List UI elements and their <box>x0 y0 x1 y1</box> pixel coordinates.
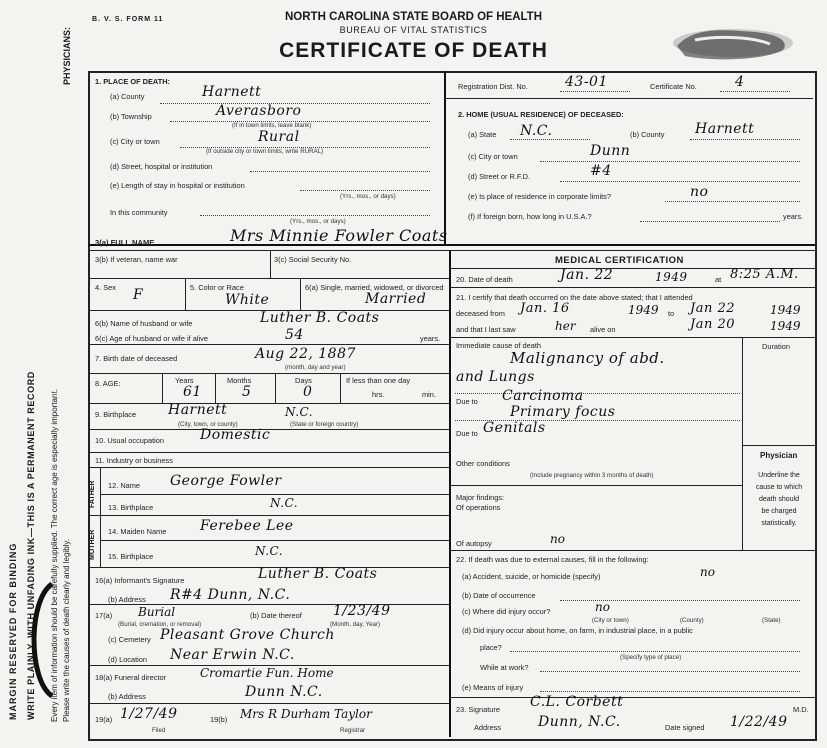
injury-where-value: no <box>595 600 610 614</box>
cemetery-location-label: (d) Location <box>108 655 148 664</box>
physician-note-line: be charged <box>761 508 797 515</box>
external-causes-heading: 22. If death was due to external causes, fill in the following: <box>456 555 649 564</box>
injury-state-note: (State) <box>762 617 781 624</box>
rule <box>215 373 216 403</box>
cause-1-value: Malignancy of abd. <box>510 349 665 367</box>
injury-place-note: (Specify type of place) <box>620 654 682 661</box>
section-divider-1 <box>88 244 815 246</box>
rule <box>720 91 790 92</box>
certificate-no-value: 4 <box>735 74 745 90</box>
birth-date-value: Aug 22, 1887 <box>255 346 356 362</box>
cemetery-location-value: Near Erwin N.C. <box>170 647 295 663</box>
medical-heading: MEDICAL CERTIFICATION <box>555 255 684 266</box>
autopsy-value: no <box>550 532 565 546</box>
physician-box-note <box>745 470 813 530</box>
rule <box>300 190 430 191</box>
top-divider <box>444 71 446 244</box>
document-title: CERTIFICATE OF DEATH <box>279 39 548 62</box>
certificate-no-label: Certificate No. <box>650 82 697 91</box>
physician-address-label: Address <box>474 723 502 732</box>
rule <box>449 485 742 486</box>
physician-note-line: cause to which <box>755 484 803 491</box>
last-seen-pronoun: her <box>555 319 576 333</box>
physician-address-value: Dunn, N.C. <box>538 714 621 730</box>
rule <box>742 337 743 445</box>
res-street-value: #4 <box>590 163 612 179</box>
physician-note-line: Underline the <box>758 472 800 479</box>
injury-place-label: place? <box>480 643 502 652</box>
res-street-label: (d) Street or R.F.D. <box>468 172 531 181</box>
age-months-value: 5 <box>242 384 252 400</box>
rule <box>88 403 449 404</box>
res-limits-label: (e) Is place of residence in corporate limits? <box>468 192 611 201</box>
spouse-name-label: 6(b) Name of husband or wife <box>95 319 193 328</box>
immediate-cause-label: Immediate cause of death <box>456 341 542 350</box>
cause-2-value: Carcinoma <box>502 388 584 404</box>
rule <box>510 139 590 140</box>
res-foreign-label: (f) If foreign born, how long in U.S.A.? <box>468 212 592 221</box>
birthplace-note-city: (City, town, or county) <box>178 421 238 428</box>
res-foreign-unit: years. <box>783 212 804 221</box>
physician-box-heading: Physician <box>760 451 798 460</box>
rule <box>665 201 800 202</box>
rule <box>540 691 800 692</box>
margin-reserved-text: MARGIN RESERVED FOR BINDING <box>8 542 18 720</box>
under-day-label: If less than one day <box>346 376 411 385</box>
death-date-label: 20. Date of death <box>456 275 513 284</box>
physician-sig-label: 23. Signature <box>456 705 500 714</box>
death-street-label: (d) Street, hospital or institution <box>110 162 213 171</box>
death-at-label: at <box>715 275 722 284</box>
rule <box>340 373 341 403</box>
informant-sig-value: Luther B. Coats <box>258 566 378 582</box>
mother-name-value: Ferebee Lee <box>200 518 294 534</box>
rule <box>275 373 276 403</box>
rule <box>270 250 271 278</box>
community-label: In this community <box>110 208 168 217</box>
registration-dist-value: 43-01 <box>565 74 608 90</box>
rule <box>100 467 101 567</box>
write-plainly-text: WRITE PLAINLY, WITH UNFADING INK—THIS IS A PERMANENT RECORD <box>26 371 36 720</box>
burial-note: (Burial, cremation, or removal) <box>118 621 202 628</box>
injury-county-note: (County) <box>680 617 704 624</box>
rule <box>510 651 800 652</box>
rule <box>690 139 800 140</box>
rule <box>560 91 630 92</box>
attended-from-label: deceased from <box>456 309 505 318</box>
spouse-age-value: 54 <box>285 327 304 343</box>
mother-tag: MOTHER <box>89 529 96 560</box>
rule <box>449 287 815 288</box>
birthplace-label: 9. Birthplace <box>95 410 137 419</box>
major-findings-label: Major findings: <box>456 493 505 502</box>
death-time-value: 8:25 A.M. <box>730 267 799 282</box>
other-conditions-note: (Include pregnancy within 3 months of death) <box>530 472 654 479</box>
full-name-value: Mrs Minnie Fowler Coats <box>230 226 448 245</box>
informant-address-value: R#4 Dunn, N.C. <box>170 587 291 603</box>
rule <box>742 445 815 446</box>
rule <box>560 181 800 182</box>
marital-value: Married <box>365 291 427 307</box>
birthplace-value: Harnett <box>168 402 228 418</box>
filed-note: Filed <box>152 727 166 734</box>
rule <box>100 540 449 541</box>
operations-label: Of operations <box>456 503 501 512</box>
rule <box>444 98 813 99</box>
residence-heading: 2. HOME (USUAL RESIDENCE) OF DECEASED: <box>458 110 624 119</box>
age-years-label: Years <box>175 376 194 385</box>
registration-dist-label: Registration Dist. No. <box>458 82 528 91</box>
burial-date-value: 1/23/49 <box>333 603 391 619</box>
age-label: 8. AGE: <box>95 379 121 388</box>
rule <box>88 278 449 279</box>
date-signed-label: Date signed <box>665 723 705 732</box>
funeral-address-value: Dunn N.C. <box>245 684 323 700</box>
attended-from-year: 1949 <box>628 303 659 317</box>
burial-date-note: (Month, day, Year) <box>330 621 381 628</box>
physician-sig-value: C.L. Corbett <box>530 694 624 710</box>
certify-text: 21. I certify that death occurred on the date above stated; that I attended <box>456 293 693 302</box>
rule <box>88 250 815 251</box>
rule <box>88 373 449 374</box>
burial-value: Burial <box>138 605 176 619</box>
means-label: (e) Means of injury <box>462 683 524 692</box>
rule <box>88 515 449 516</box>
informant-sig-label: 16(a) Informant's Signature <box>95 576 185 585</box>
due-to-label-2: Due to <box>456 429 478 438</box>
funeral-director-value: Cromartie Fun. Home <box>200 666 334 680</box>
board-name: NORTH CAROLINA STATE BOARD OF HEALTH <box>284 11 543 23</box>
death-city-label: (c) City or town <box>110 137 160 146</box>
father-name-label: 12. Name <box>108 481 141 490</box>
father-tag: FATHER <box>89 480 96 508</box>
spouse-age-label: 6(c) Age of husband or wife if alive <box>95 334 208 343</box>
full-name-label: 3(a) FULL NAME <box>95 238 155 247</box>
res-state-label: (a) State <box>468 130 497 139</box>
race-value: White <box>225 292 270 308</box>
death-year-value: 1949 <box>655 270 688 284</box>
duration-label: Duration <box>762 342 790 351</box>
birthplace-state: N.C. <box>285 405 314 419</box>
attended-to-value: Jan 22 <box>690 301 736 316</box>
rule <box>300 278 301 310</box>
attended-from-value: Jan. 16 <box>520 301 570 316</box>
min-label: min. <box>422 390 436 399</box>
funeral-director-label: 18(a) Funeral director <box>95 673 167 682</box>
rule <box>449 337 815 338</box>
spouse-age-unit: years. <box>420 334 441 343</box>
bureau-name: BUREAU OF VITAL STATISTICS <box>339 25 488 35</box>
rule <box>742 445 743 550</box>
death-township-label: (b) Township <box>110 112 152 121</box>
medical-divider <box>449 250 451 737</box>
accident-label: (a) Accident, suicide, or homicide (specify) <box>462 572 601 581</box>
death-city-value: Rural <box>258 129 300 145</box>
sex-value: F <box>133 287 144 303</box>
cemetery-value: Pleasant Grove Church <box>160 627 335 643</box>
attended-to-label: to <box>668 309 675 318</box>
alive-on-label: alive on <box>590 325 616 334</box>
death-county-value: Harnett <box>202 84 262 100</box>
res-county-label: (b) County <box>630 130 665 139</box>
occupation-value: Domestic <box>200 427 271 443</box>
birth-date-label: 7. Birth date of deceased <box>95 354 178 363</box>
last-seen-year: 1949 <box>770 319 801 333</box>
informant-address-label: (b) Address <box>108 595 146 604</box>
occurrence-label: (b) Date of occurrence <box>462 591 536 600</box>
res-limits-value: no <box>690 184 709 200</box>
registrar-note: Registrar <box>340 727 366 734</box>
accident-value: no <box>700 565 715 579</box>
registrar-label: 19(b) <box>210 715 228 724</box>
rule <box>162 373 163 403</box>
funeral-address-label: (b) Address <box>108 692 146 701</box>
res-city-label: (c) City or town <box>468 152 518 161</box>
injury-home-label: (d) Did injury occur about home, on farm, in industrial place, in a public <box>462 626 693 635</box>
rule <box>100 494 449 495</box>
birth-date-note: (month, day and year) <box>285 364 346 371</box>
other-conditions-label: Other conditions <box>456 459 510 468</box>
rule <box>88 452 449 453</box>
ssn-label: 3(c) Social Security No. <box>274 255 352 264</box>
res-county-value: Harnett <box>695 121 755 137</box>
father-name-value: George Fowler <box>170 473 282 489</box>
industry-label: 11. Industry or business <box>95 456 173 465</box>
burial-date-label: (b) Date thereof <box>250 611 302 620</box>
res-state-value: N.C. <box>520 123 553 139</box>
injury-where-label: (c) Where did injury occur? <box>462 607 551 616</box>
cause-1b-value: and Lungs <box>456 369 535 385</box>
registrar-value: Mrs R Durham Taylor <box>240 707 372 721</box>
hrs-label: hrs. <box>372 390 385 399</box>
margin-bracket-mark <box>22 580 62 700</box>
marital-label: 6(a) Single, married, widowed, or divorced <box>305 283 444 292</box>
injury-city-note: (City or town) <box>592 617 629 624</box>
death-date-value: Jan. 22 <box>560 267 614 283</box>
rule <box>185 278 186 310</box>
mother-birthplace-value: N.C. <box>255 544 284 558</box>
occupation-label: 10. Usual occupation <box>95 436 165 445</box>
age-days-value: 0 <box>303 384 313 400</box>
burial-label: 17(a) <box>95 611 113 620</box>
filed-value: 1/27/49 <box>120 706 178 722</box>
age-years-value: 61 <box>183 384 202 400</box>
cause-3-value: Genitals <box>483 420 546 436</box>
father-birthplace-value: N.C. <box>270 496 299 510</box>
physician-note-line: death should <box>758 496 800 503</box>
mother-birthplace-label: 15. Birthplace <box>108 552 154 561</box>
rule <box>540 161 800 162</box>
due-to-label-1: Due to <box>456 397 478 406</box>
city-note: (If outside city or town limits, write RURAL) <box>206 148 324 155</box>
physicians-text: PHYSICIANS: <box>62 26 72 85</box>
rule <box>250 171 430 172</box>
rule <box>449 697 815 698</box>
age-days-label: Days <box>295 376 312 385</box>
death-county-label: (a) County <box>110 92 145 101</box>
last-seen-label: and that I last saw <box>456 325 516 334</box>
physician-note-line: statistically. <box>761 520 797 527</box>
form-number: B. V. S. FORM 11 <box>92 16 164 23</box>
filed-label: 19(a) <box>95 715 113 724</box>
birthplace-note-state: (State or foreign country) <box>290 421 359 428</box>
rule <box>200 215 430 216</box>
race-label: 5. Color or Race <box>190 283 244 292</box>
rule <box>455 393 740 394</box>
stay-note: (Yrs., mos., or days) <box>340 193 396 200</box>
rule <box>88 703 449 704</box>
township-note: (If in town limits, leave blank) <box>232 122 312 129</box>
cause-2b-value: Primary focus <box>510 404 616 420</box>
sex-label: 4. Sex <box>95 283 116 292</box>
mother-name-label: 14. Maiden Name <box>108 527 167 536</box>
rule <box>540 671 800 672</box>
spouse-name-value: Luther B. Coats <box>260 310 380 326</box>
place-of-death-heading: 1. PLACE OF DEATH: <box>95 77 171 86</box>
work-label: While at work? <box>480 663 529 672</box>
age-months-label: Months <box>227 376 252 385</box>
stay-label: (e) Length of stay in hospital or institution <box>110 181 245 190</box>
rule <box>449 550 815 551</box>
md-label: M.D. <box>793 705 809 714</box>
date-signed-value: 1/22/49 <box>730 714 788 730</box>
margin-causes-text: Please write the causes of death clearly and legibly. <box>62 538 71 722</box>
autopsy-label: Of autopsy <box>456 539 492 548</box>
rule <box>640 221 780 222</box>
margin-instruction-text: Every item of information should be carefully supplied. The correct age is especially important. <box>50 389 59 722</box>
res-city-value: Dunn <box>590 143 631 159</box>
rule <box>88 344 449 345</box>
veteran-label: 3(b) If veteran, name war <box>95 255 178 264</box>
rule <box>88 467 449 468</box>
community-note: (Yrs., mos., or days) <box>290 218 346 225</box>
father-birthplace-label: 13. Birthplace <box>108 503 154 512</box>
cemetery-label: (c) Cemetery <box>108 635 151 644</box>
last-seen-value: Jan 20 <box>690 317 736 332</box>
attended-to-year: 1949 <box>770 303 801 317</box>
death-township-value: Averasboro <box>216 103 302 119</box>
